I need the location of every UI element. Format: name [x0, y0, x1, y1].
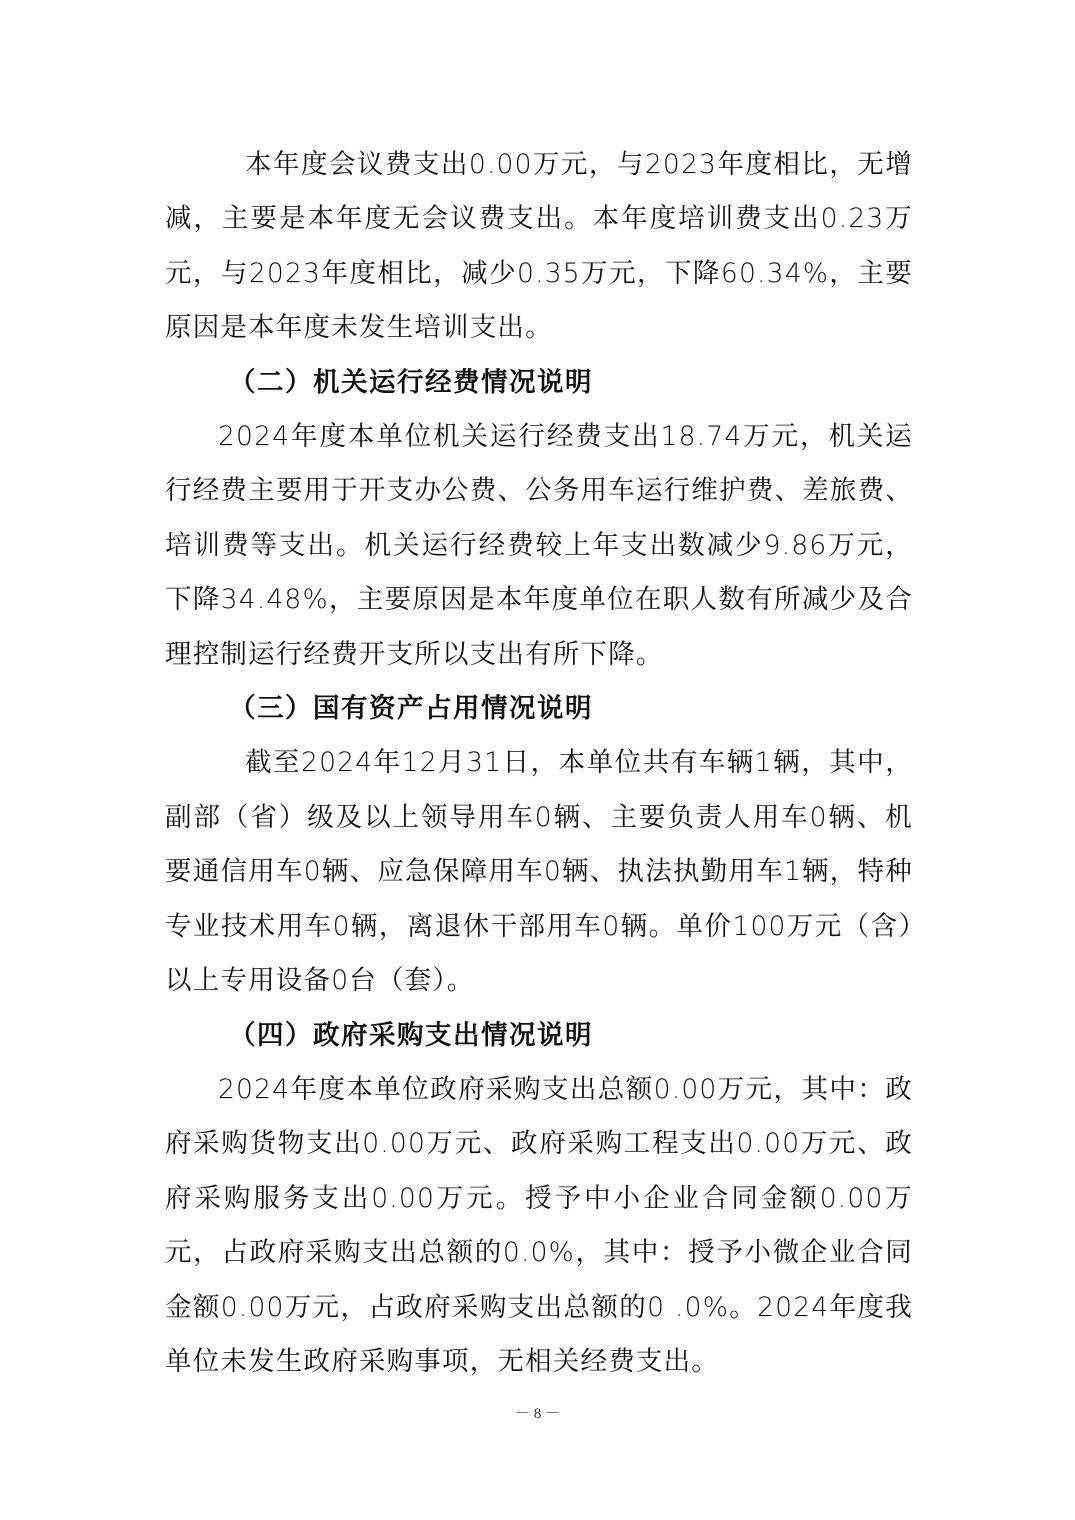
document-body	[165, 138, 913, 1389]
meeting-training-paragraph: 本年度会议费支出0.00万元，与2023年度相比，无增减，主要是本年度无会议费支出。本年度培训费支出0.23万元，与2023年度相比，减少0.35万元，下降60.34%，主要原因是本年度未发生培训支出。	[165, 149, 913, 344]
page-number: － 8 －	[514, 1406, 560, 1422]
state-assets-paragraph: 截至2024年12月31日，本单位共有车辆1辆，其中，副部（省）级及以上领导用车0辆、主要负责人用车0辆、机要通信用车0辆、应急保障用车0辆、执法执勤用车1辆，特种专业技术用车0辆，离退休干部用车0辆。单价100万元（含）以上专用设备0台（套）。	[165, 747, 913, 997]
government-procurement-heading: （四）政府采购支出情况说明	[229, 1019, 593, 1051]
operating-expenses-paragraph: 2024年度本单位机关运行经费支出18.74万元，机关运行经费主要用于开支办公费、公务用车运行维护费、差旅费、培训费等支出。机关运行经费较上年支出数减少9.86万元，下降34.48%，主要原因是本年度单位在职人数有所减少及合理控制运行经费开支所以支出有所下降。	[165, 421, 913, 670]
operating-expenses-heading: （二）机关运行经费情况说明	[229, 366, 593, 398]
state-assets-heading: （三）国有资产占用情况说明	[229, 693, 593, 725]
government-procurement-paragraph: 2024年度本单位政府采购支出总额0.00万元，其中：政府采购货物支出0.00万元、政府采购工程支出0.00万元、政府采购服务支出0.00万元。授予中小企业合同金额0.00万元，占政府采购支出总额的0.0%，其中：授予小微企业合同金额0.00万元，占政府采购支出总额的0 .0%。2024年度我单位未发生政府采购事项，无相关经费支出。	[165, 1073, 913, 1377]
